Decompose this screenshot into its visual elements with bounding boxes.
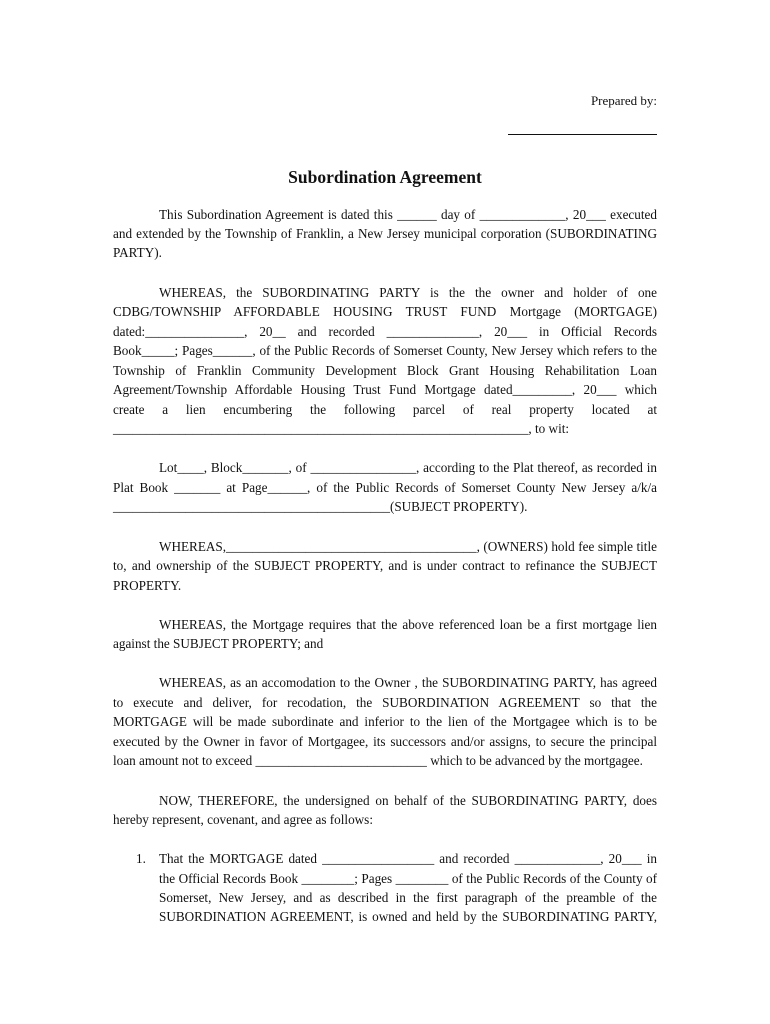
paragraph-4-line-2: to, and ownership of the SUBJECT PROPERTY, and is under contract to refinance the SUBJECT	[113, 558, 657, 573]
paragraph-6-line-4: executed by the Owner in favor of Mortgagee, its successors and/or assigns, to secure the principal	[113, 734, 657, 749]
list-item-1-line-1: That the MORTGAGE dated _________________ and recorded _____________, 20___ in	[159, 851, 657, 866]
paragraph-6-line-2: to execute and deliver, for recodation, the SUBORDINATION AGREEMENT so that the	[113, 695, 657, 710]
paragraph-4-line-1: WHEREAS,______________________________________, (OWNERS) hold fee simple title	[159, 539, 657, 554]
paragraph-1-line-2: and extended by the Township of Franklin, a New Jersey municipal corporation (SUBORDINATING	[113, 226, 657, 241]
paragraph-5-line-1: WHEREAS, the Mortgage requires that the above referenced loan be a first mortgage lien	[159, 617, 657, 632]
list-item-1-line-2: the Official Records Book ________; Pages ________ of the Public Records of the County of	[159, 871, 657, 886]
paragraph-3-line-3: __________________________________________(SUBJECT PROPERTY).	[113, 499, 528, 514]
list-item-1-line-3: Somerset, New Jersey, and as described in the first paragraph of the preamble of the	[159, 890, 657, 905]
paragraph-3-line-2: Plat Book _______ at Page______, of the Public Records of Somerset County New Jersey a/k/a	[113, 480, 657, 495]
paragraph-7-line-1: NOW, THEREFORE, the undersigned on behalf of the SUBORDINATING PARTY, does	[159, 793, 657, 808]
paragraph-6-line-1: WHEREAS, as an accomodation to the Owner , the SUBORDINATING PARTY, has agreed	[159, 675, 657, 690]
paragraph-6-line-5: loan amount not to exceed __________________________ which to be advanced by the mortgagee.	[113, 753, 643, 768]
paragraph-2-line-4: Book_____; Pages______, of the Public Records of Somerset County, New Jersey which refers to the	[113, 343, 657, 358]
paragraph-1-line-1: This Subordination Agreement is dated this ______ day of _____________, 20___ executed	[159, 207, 657, 222]
paragraph-2-line-6: Agreement/Township Affordable Housing Trust Fund Mortgage dated_________, 20___ which	[113, 382, 657, 397]
list-item-1-line-4: SUBORDINATION AGREEMENT, is owned and held by the SUBORDINATING PARTY,	[159, 909, 657, 924]
paragraph-2-line-3: dated:_______________, 20__ and recorded ______________, 20___ in Official Records	[113, 324, 657, 339]
document-title: Subordination Agreement	[288, 167, 482, 187]
paragraph-1-line-3: PARTY).	[113, 245, 162, 260]
paragraph-2-line-1: WHEREAS, the SUBORDINATING PARTY is the the owner and holder of one	[159, 285, 657, 300]
paragraph-5-line-2: against the SUBJECT PROPERTY; and	[113, 636, 324, 651]
paragraph-4-line-3: PROPERTY.	[113, 578, 182, 593]
prepared-by-signature-line	[508, 134, 657, 135]
paragraph-2-line-2: CDBG/TOWNSHIP AFFORDABLE HOUSING TRUST FUND Mortgage (MORTGAGE)	[113, 304, 657, 319]
list-item-number: 1.	[136, 851, 146, 866]
paragraph-3-line-1: Lot____, Block_______, of ________________, according to the Plat thereof, as recorded in	[159, 460, 657, 475]
paragraph-6-line-3: MORTGAGE will be made subordinate and inferior to the lien of the Mortgagee which is to be	[113, 714, 657, 729]
paragraph-2-line-7: create a lien encumbering the following parcel of real property located at	[113, 402, 657, 417]
paragraph-2-line-5: Township of Franklin Community Development Block Grant Housing Rehabilitation Loan	[113, 363, 657, 378]
paragraph-7-line-2: hereby represent, covenant, and agree as follows:	[113, 812, 373, 827]
prepared-by-label: Prepared by:	[590, 93, 657, 108]
paragraph-2-line-8: _______________________________________________________________, to wit:	[113, 421, 570, 436]
